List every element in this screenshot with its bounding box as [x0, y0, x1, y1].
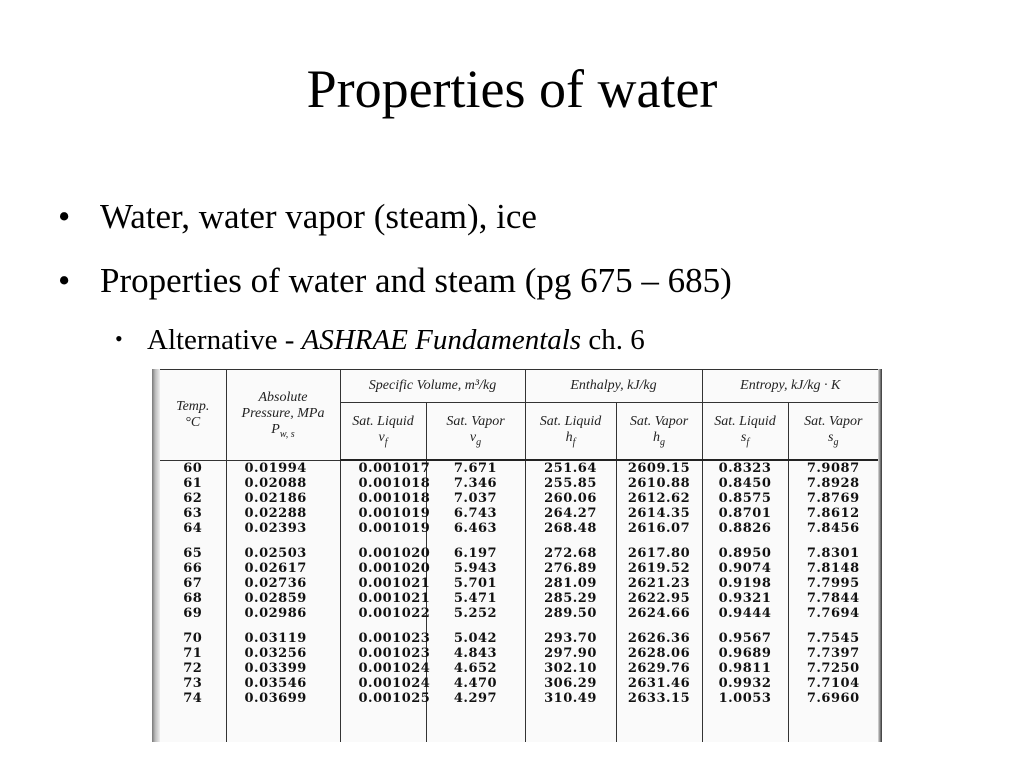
- cell-sg: 7.9087: [806, 461, 860, 476]
- cell-sg: 7.7104: [806, 676, 860, 691]
- cell-vg: 5.701: [426, 576, 525, 591]
- table-row: [160, 521, 878, 536]
- slide-title: Properties of water: [306, 59, 718, 119]
- cell-hf: 306.29: [525, 676, 616, 691]
- table-row: [160, 476, 878, 491]
- header-symbol: s: [828, 429, 834, 445]
- gap-cell: [426, 536, 525, 546]
- spacer-cell: [702, 706, 788, 742]
- scan-edge: [878, 369, 882, 742]
- table-row: [160, 631, 878, 646]
- table-row: [160, 591, 878, 606]
- row-group-gap: [160, 536, 878, 546]
- gap-cell: [226, 536, 340, 546]
- cell-vf: 0.001025: [340, 691, 426, 706]
- cell-sf: 0.8701: [702, 506, 788, 521]
- table-end-spacer: [160, 706, 878, 742]
- cell-hf: 302.10: [525, 661, 616, 676]
- header-symbol: h: [565, 429, 573, 445]
- header-subscript: g: [660, 436, 665, 448]
- cell-vf: 0.001020: [340, 561, 426, 576]
- cell-sg: 7.8456: [806, 521, 860, 536]
- cell-hg: 2622.95: [616, 591, 702, 606]
- table-row: [160, 506, 878, 521]
- cell-sf: 0.8950: [702, 546, 788, 561]
- header-subscript: f: [384, 436, 388, 448]
- cell-hg: 2616.07: [616, 521, 702, 536]
- cell-pressure: 0.02088: [226, 476, 340, 491]
- header-subscript: f: [746, 436, 750, 448]
- header-entropy: Entropy, kJ/kg · K: [702, 370, 878, 403]
- cell-temp: 73: [160, 676, 226, 691]
- sub-bullet-suffix: ch. 6: [581, 324, 645, 356]
- header-symbol: h: [653, 429, 660, 445]
- bullet-item: [58, 263, 732, 298]
- cell-vf: 0.001019: [340, 521, 426, 536]
- header-sat-liquid: Sat. Liquid: [714, 413, 776, 429]
- cell-temp: 66: [160, 561, 226, 576]
- cell-pressure: 0.02186: [226, 491, 340, 506]
- cell-sf: 0.9444: [702, 606, 788, 621]
- table-row: [160, 661, 878, 676]
- cell-temp: 67: [160, 576, 226, 591]
- cell-sg: 7.8612: [806, 506, 860, 521]
- cell-hf: 310.49: [525, 691, 616, 706]
- table-row: [160, 546, 878, 561]
- spacer-cell: [426, 706, 525, 742]
- cell-sf: 0.9198: [702, 576, 788, 591]
- cell-sf: 0.9074: [702, 561, 788, 576]
- header-vf: [340, 403, 426, 461]
- cell-sf: 0.9689: [702, 646, 788, 661]
- sub-bullet-prefix: Alternative -: [147, 324, 302, 356]
- cell-vg: 5.943: [426, 561, 525, 576]
- gap-cell: [525, 536, 616, 546]
- cell-sf: 0.8575: [702, 491, 788, 506]
- header-enthalpy: Enthalpy, kJ/kg: [525, 370, 702, 403]
- bullet-text: Properties of water and steam (pg 675 – 685): [100, 261, 732, 300]
- cell-vf: 0.001018: [340, 491, 426, 506]
- cell-pressure: 0.02736: [226, 576, 340, 591]
- gap-cell: [340, 536, 426, 546]
- cell-hg: 2610.88: [616, 476, 702, 491]
- table-row: [160, 460, 878, 476]
- cell-temp: 71: [160, 646, 226, 661]
- cell-sg: 7.8148: [806, 561, 860, 576]
- cell-temp: 65: [160, 546, 226, 561]
- cell-hg: 2629.76: [616, 661, 702, 676]
- header-pressure-line1: Absolute: [258, 389, 308, 405]
- cell-temp: 70: [160, 631, 226, 646]
- gap-cell: [525, 621, 616, 631]
- cell-vg: 6.463: [426, 521, 525, 536]
- header-pressure: [226, 370, 340, 461]
- cell-vg: 5.042: [426, 631, 525, 646]
- cell-vg: 7.346: [426, 476, 525, 491]
- cell-pressure: 0.01994: [226, 460, 340, 476]
- gap-cell: [788, 621, 878, 631]
- cell-temp: 68: [160, 591, 226, 606]
- cell-sg: 7.7844: [806, 591, 860, 606]
- cell-hf: 264.27: [525, 506, 616, 521]
- cell-sg: 7.6960: [806, 691, 860, 706]
- cell-hf: 272.68: [525, 546, 616, 561]
- header-sat-vapor: Sat. Vapor: [804, 413, 863, 429]
- header-symbol: v: [378, 429, 385, 445]
- cell-temp: 61: [160, 476, 226, 491]
- cell-vf: 0.001023: [340, 631, 426, 646]
- table-row: [160, 691, 878, 706]
- table-row: [160, 576, 878, 591]
- header-subscript: g: [833, 436, 839, 448]
- cell-pressure: 0.03546: [226, 676, 340, 691]
- cell-hg: 2624.66: [616, 606, 702, 621]
- cell-vf: 0.001023: [340, 646, 426, 661]
- cell-hf: 285.29: [525, 591, 616, 606]
- cell-vf: 0.001020: [340, 546, 426, 561]
- cell-vg: 6.743: [426, 506, 525, 521]
- cell-vg: 7.037: [426, 491, 525, 506]
- table-row: [160, 676, 878, 691]
- cell-sg: 7.7694: [806, 606, 860, 621]
- cell-hg: 2617.80: [616, 546, 702, 561]
- bullet-item: [58, 199, 537, 234]
- cell-vg: 6.197: [426, 546, 525, 561]
- spacer-cell: [616, 706, 702, 742]
- cell-sf: 1.0053: [702, 691, 788, 706]
- cell-pressure: 0.02859: [226, 591, 340, 606]
- spacer-cell: [340, 706, 426, 742]
- header-pressure-line2: Pressure, MPa: [241, 405, 325, 421]
- header-sat-vapor: Sat. Vapor: [629, 413, 689, 429]
- cell-hg: 2621.23: [616, 576, 702, 591]
- cell-temp: 63: [160, 506, 226, 521]
- gap-cell: [426, 621, 525, 631]
- cell-vf: 0.001021: [340, 591, 426, 606]
- cell-sf: 0.8450: [702, 476, 788, 491]
- cell-hf: 251.64: [525, 460, 616, 476]
- cell-hg: 2619.52: [616, 561, 702, 576]
- header-subscript: g: [476, 436, 482, 448]
- bullet-text: Water, water vapor (steam), ice: [100, 197, 537, 236]
- cell-vf: 0.001019: [340, 506, 426, 521]
- gap-cell: [702, 621, 788, 631]
- cell-pressure: 0.03119: [226, 631, 340, 646]
- cell-temp: 74: [160, 691, 226, 706]
- cell-pressure: 0.03699: [226, 691, 340, 706]
- cell-temp: 72: [160, 661, 226, 676]
- gap-cell: [788, 536, 878, 546]
- cell-hf: 268.48: [525, 521, 616, 536]
- header-sg: [788, 403, 878, 461]
- table-row: [160, 491, 878, 506]
- cell-vg: 5.252: [426, 606, 525, 621]
- spacer-cell: [226, 706, 340, 742]
- header-subscript: f: [572, 436, 576, 448]
- table-row: [160, 561, 878, 576]
- cell-pressure: 0.03399: [226, 661, 340, 676]
- cell-hg: 2614.35: [616, 506, 702, 521]
- header-pressure-sub: w, s: [279, 428, 295, 440]
- cell-vg: 4.470: [426, 676, 525, 691]
- cell-hf: 289.50: [525, 606, 616, 621]
- header-hg: [616, 403, 702, 461]
- cell-hf: 281.09: [525, 576, 616, 591]
- cell-vf: 0.001018: [340, 476, 426, 491]
- header-temp-unit: °C: [185, 414, 201, 430]
- cell-hg: 2628.06: [616, 646, 702, 661]
- cell-hg: 2631.46: [616, 676, 702, 691]
- cell-sf: 0.9932: [702, 676, 788, 691]
- cell-pressure: 0.02617: [226, 561, 340, 576]
- header-sat-liquid: Sat. Liquid: [352, 413, 414, 429]
- cell-sf: 0.8826: [702, 521, 788, 536]
- cell-sf: 0.8323: [702, 460, 788, 476]
- spacer-cell: [160, 706, 226, 742]
- cell-vf: 0.001017: [340, 460, 426, 476]
- cell-temp: 60: [160, 460, 226, 476]
- header-symbol: v: [469, 429, 477, 445]
- row-group-gap: [160, 621, 878, 631]
- cell-vf: 0.001021: [340, 576, 426, 591]
- header-hf: [525, 403, 616, 461]
- cell-hg: 2626.36: [616, 631, 702, 646]
- cell-pressure: 0.03256: [226, 646, 340, 661]
- cell-vg: 4.843: [426, 646, 525, 661]
- cell-sf: 0.9321: [702, 591, 788, 606]
- cell-vf: 0.001024: [340, 676, 426, 691]
- water-properties-table-image: [152, 369, 882, 742]
- cell-hg: 2612.62: [616, 491, 702, 506]
- cell-sg: 7.7545: [806, 631, 860, 646]
- cell-pressure: 0.02393: [226, 521, 340, 536]
- header-sat-liquid: Sat. Liquid: [539, 413, 602, 429]
- gap-cell: [160, 621, 226, 631]
- header-temp-label: Temp.: [176, 398, 210, 414]
- cell-temp: 64: [160, 521, 226, 536]
- cell-hg: 2609.15: [616, 460, 702, 476]
- gap-cell: [226, 621, 340, 631]
- cell-sg: 7.7397: [806, 646, 860, 661]
- cell-hf: 297.90: [525, 646, 616, 661]
- table-row: [160, 646, 878, 661]
- sub-bullet-reference: ASHRAE Fundamentals: [301, 324, 582, 356]
- cell-temp: 69: [160, 606, 226, 621]
- gap-cell: [616, 536, 702, 546]
- header-temp: [160, 370, 226, 461]
- cell-hf: 276.89: [525, 561, 616, 576]
- cell-pressure: 0.02986: [226, 606, 340, 621]
- cell-sg: 7.8301: [806, 546, 860, 561]
- cell-pressure: 0.02503: [226, 546, 340, 561]
- spacer-cell: [788, 706, 878, 742]
- cell-sg: 7.8769: [806, 491, 860, 506]
- gap-cell: [340, 621, 426, 631]
- header-symbol: s: [740, 429, 747, 445]
- cell-temp: 62: [160, 491, 226, 506]
- cell-vg: 7.671: [426, 460, 525, 476]
- cell-sg: 7.8928: [806, 476, 860, 491]
- cell-sf: 0.9567: [702, 631, 788, 646]
- table-body: [160, 460, 878, 742]
- gap-cell: [616, 621, 702, 631]
- header-vg: [426, 403, 525, 461]
- water-properties-table: [160, 369, 878, 742]
- cell-vg: 4.652: [426, 661, 525, 676]
- cell-hf: 255.85: [525, 476, 616, 491]
- gap-cell: [702, 536, 788, 546]
- cell-hg: 2633.15: [616, 691, 702, 706]
- header-pressure-symbol: P: [271, 421, 280, 437]
- gap-cell: [160, 536, 226, 546]
- header-sf: [702, 403, 788, 461]
- bullet-dot: •: [58, 197, 71, 236]
- cell-hf: 293.70: [525, 631, 616, 646]
- scan-edge: [152, 369, 160, 742]
- cell-vf: 0.001022: [340, 606, 426, 621]
- cell-sf: 0.9811: [702, 661, 788, 676]
- cell-vg: 5.471: [426, 591, 525, 606]
- cell-hf: 260.06: [525, 491, 616, 506]
- cell-vg: 4.297: [426, 691, 525, 706]
- cell-vf: 0.001024: [340, 661, 426, 676]
- bullet-dot: •: [115, 326, 123, 351]
- header-specific-volume: Specific Volume, m³/kg: [340, 370, 525, 403]
- spacer-cell: [525, 706, 616, 742]
- cell-sg: 7.7250: [806, 661, 860, 676]
- cell-pressure: 0.02288: [226, 506, 340, 521]
- header-sat-vapor: Sat. Vapor: [446, 413, 505, 429]
- bullet-dot: •: [58, 261, 71, 300]
- cell-sg: 7.7995: [806, 576, 860, 591]
- table-row: [160, 606, 878, 621]
- sub-bullet-item: [115, 326, 645, 355]
